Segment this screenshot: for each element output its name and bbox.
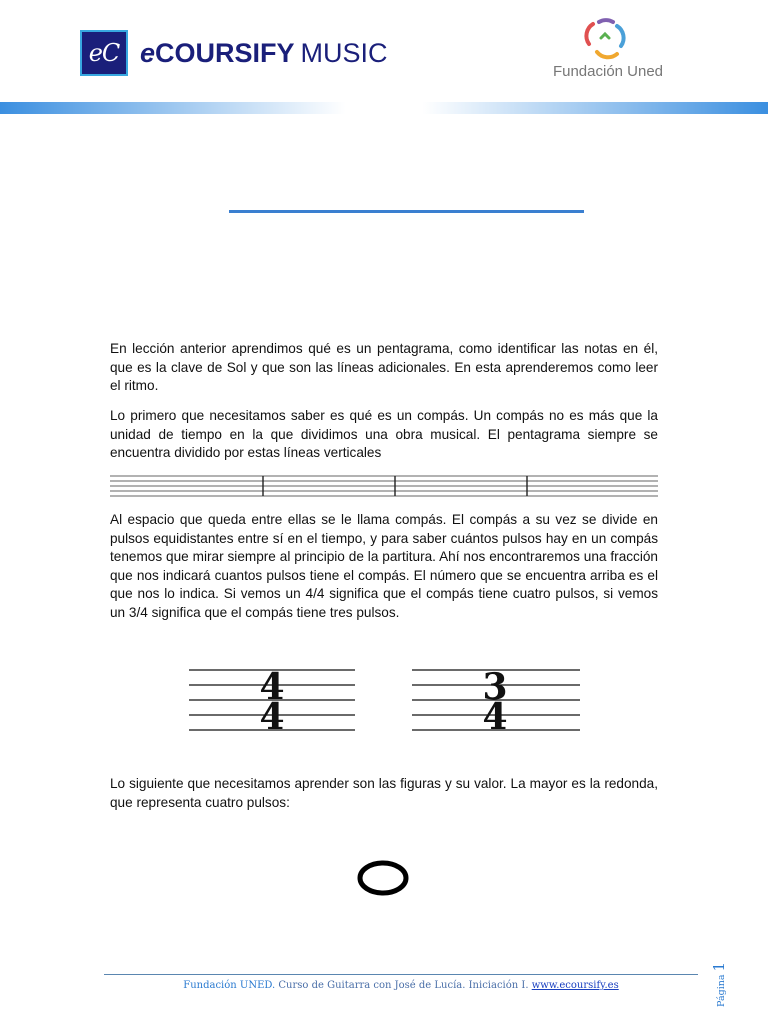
page-number [694,952,734,1007]
brand-e: e [140,38,156,68]
ts2-denominator: 4 [482,696,508,735]
brand-main: COURSIFY [155,38,295,68]
page-label: Página [716,974,727,1007]
brand-name [140,36,388,70]
brand-suffix: MUSIC [300,38,388,68]
time-signature-4-4 [189,665,355,735]
paragraph-compas: Lo primero que necesitamos saber es qué es un compás. Un compás no es más que la unidad de tiempo en la que dividimos una obra musical. El pentagrama siempre se encuentra dividido por estas líneas verticales [110,408,658,460]
header-band [0,102,768,114]
ecoursify-logo [80,30,128,76]
whole-note-icon [356,858,410,898]
logo-mark: eC [88,39,120,67]
ts1-numerator: 4 [259,666,285,708]
ts1-denominator: 4 [259,696,285,735]
footer-rule [104,974,698,975]
footer-org: Fundación UNED. [183,980,276,991]
paragraph-pulsos: Al espacio que queda entre ellas se le llama compás. El compás a su vez se divide en pulsos equidistantes entre sí en el tiempo, y para saber cuántos pulsos hay en un compás tenemos que mirar siempre al principio de la partitura. Ahí nos encontraremos una fracción que nos indicará cuantos pulsos tiene el compás. El número que se encuentra arriba es el que nos lo indica. Si vemos un 4/4 significa que el compás tiene cuatro pulsos, si vemos un 3/4 significa que el compás tiene tres pulsos. [110,512,658,620]
footer-website-link[interactable]: www.ecoursify.es [531,980,619,991]
partner-name: Fundación Uned [552,63,664,80]
paragraph-figuras: Lo siguiente que necesitamos aprender son las figuras y su valor. La mayor es la redonda, que representa cuatro pulsos: [110,776,658,810]
footer-text [104,980,698,991]
staff-with-barlines [110,475,658,497]
ts2-numerator: 3 [482,666,508,708]
page-number-value: 1 [710,961,728,972]
time-signature-3-4 [412,665,580,735]
footer-course: Curso de Guitarra con José de Lucía. Iniciación I. [275,980,532,991]
title-rule [229,210,584,213]
paragraph-intro: En lección anterior aprendimos qué es un pentagrama, como identificar las notas en él, que es la clave de Sol y que son las líneas adicionales. En esta aprenderemos como leer el ritmo. [110,341,658,393]
